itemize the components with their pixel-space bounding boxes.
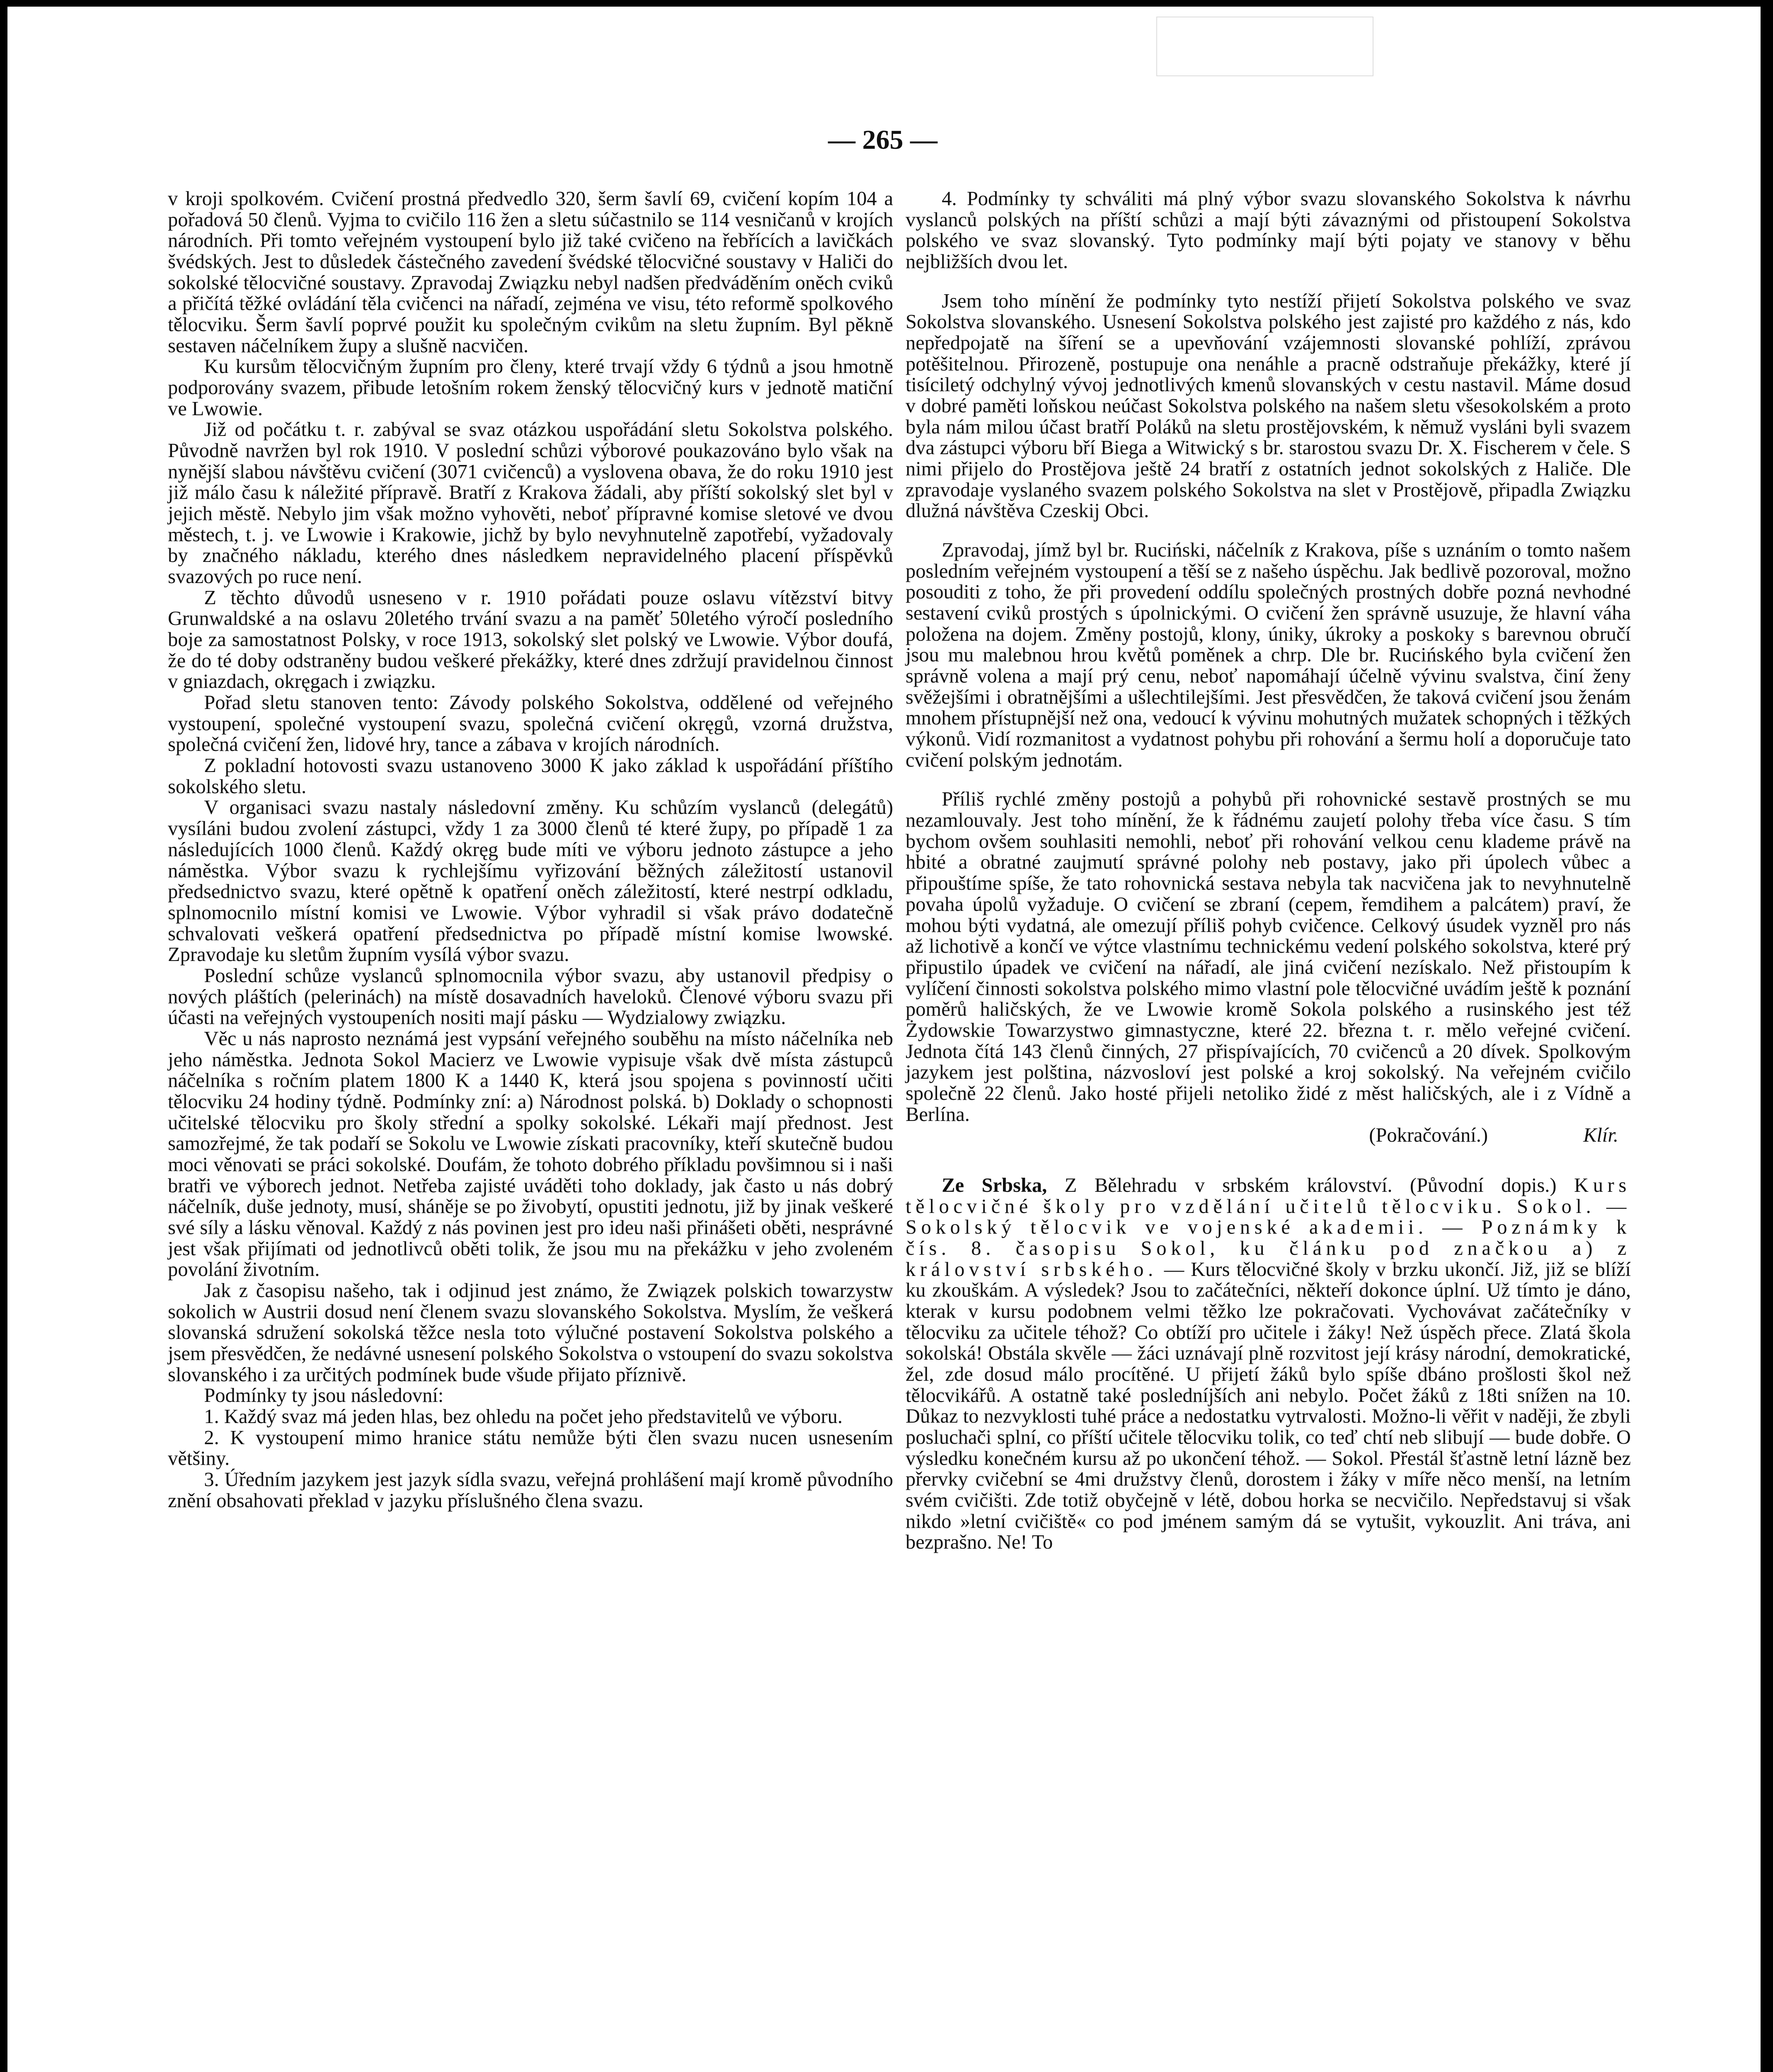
section-ze-srbska [906,1175,1631,1553]
scan-border-top [0,0,1773,7]
continuation-note: (Pokračování.) [1369,1124,1488,1147]
faint-bleed-through-mark [1156,17,1373,76]
section-topics: Kurs tělocvičné školy pro vzdělání učitelů tělocviku. Sokol. — Sokolský tělocvik ve vojenské akademii. — Poznámky k čís. 8. časopisu Sokol, ku článku pod značkou a) z království srbského. [906,1174,1631,1280]
paragraph: v kroji spolkovém. Cvičení prostná předvedlo 320, šerm šavlí 69, cvičení kopím 104 a pořadová 50 členů. Vyjma to cvičilo 116 žen a sletu súčastnilo se 114 vesničanů v krojích národních. Při tomto veřejném vystoupení bylo již také cvičeno na řebřících a lavičkách švédských. Jest to důsledek částečného zavedení švédské tělocvičné soustavy v Haliči do sokolské tělocvičné soustavy. Zpravodaj Związku nebyl nadšen předváděním oněch cviků a přičítá těžké ovládání těla cvičenci na nářadí, zejména ve visu, této reformě spolkového tělocviku. Šerm šavlí poprvé použit ku společným cvikům na sletu župním. Byl pěkně sestaven náčelníkem župy a slušně nacvičen. [168,188,893,357]
signature-line [906,1125,1631,1146]
section-heading: Ze Srbska, [942,1174,1047,1196]
section-intro: Z Bělehradu v srbském království. (Původní dopis.) [1047,1174,1574,1196]
page-number: — 265 — [828,125,937,155]
paragraph: Jsem toho mínění že podmínky tyto nestíží přijetí Sokolstva polského ve svaz Sokolstva slovanského. Usnesení Sokolstva polského jest zajisté pro každého z nás, kdo nepředpojatě na šíření se a upevňování vzájemnosti slovanské pohlíží, zprávou potěšitelnou. Přirozeně, postupuje ona nenáhle a pracně odstraňuje překážky, které jí tisíciletý odchylný vývoj jednotlivých kmenů slovanských v cestu nastavil. Máme dosud v dobré paměti loňskou neúčast Sokolstva polského na našem sletu všesokolském a proto byla nám milou účast bratří Poláků na sletu prostějovském, k němuž vysláni byli svazem dva zástupci výboru bří Biega a Witwický s br. starostou svazu Dr. X. Fischerem v čele. S nimi přijelo do Prostějova ještě 24 bratří z ostatních jednot sokolských z Haliče. Dle zpravodaje vyslaného svazem polského Sokolstva na slet v Prostějově, připadla Związku dlužná návštěva Czeskij Obci. [906,290,1631,522]
section-body: — Kurs tělocvičné školy v brzku ukončí. Již, již se blíží ku zkouškám. A výsledek? Jsou to začátečníci, někteří dokonce úplní. Už tímto je dáno, kterak v kursu podobnem velmi těžko lze pokračovati. Vychovávat začátečníky v tělocviku za učitele téhož? Co obtíží pro učitele i žáky! Než úspěch přece. Zlatá škola sokolská! Obstála skvěle — žáci uznávají plně rozvitost její krásy národní, demokratické, žel, zde dosud málo procítěné. U přijetí žáků bylo spíše dbáno prošlosti škol než tělocvikářů. A ostatně také posledníjších ani nebylo. Počet žáků z 18ti snížen na 10. Důkaz to nezvyklosti tuhé práce a nedostatku vytrvalosti. Možno-li věřit v naději, že zbyli posluchači splní, co příští učitele tělocviku tolik, co teď chtí neb slibují — bude dobře. O výsledku konečném kursu až po ukončení téhož. — Sokol. Přestál šťastně letní lázně bez přervky cvičební se 4mi družstvy členů, dorostem i žáky v míře něco menší, na letním svém cvičišti. Zde totiž obyčejně v létě, dobou horka se necvičilo. Nepředstavuj si však nikdo »letní cvičiště« co pod jménem samým dá se vytušit, vykouzlit. Ani tráva, ani bezprašno. Ne! To [906,1258,1631,1554]
left-column [168,189,893,1511]
paragraph: Příliš rychlé změny postojů a pohybů při rohovnické sestavě prostných se mu nezamlouvaly. Jest toho mínění, že k řádnému zaujetí polohy třeba více času. S tím bychom ovšem souhlasiti nemohli, neboť při rohování velkou cenu klademe právě na hbité a obratné zaujmutí správné polohy neb postavy, jako při úpolech vůbec a připouštíme spíše, že tato rohovnická sestava nebyla tak nacvičena jak to nevyhnutelně povaha úpolů vyžaduje. O cvičení se zbraní (cepem, řemdihem a palcátem) praví, že mohou býti vydatná, ale omezují příliš pohyb cvičence. Celkový úsudek vyzněl pro nás až lichotivě a končí ve výtce vlastnímu technickému vedení polského sokolstva, které prý připustilo úpadek ve cvičení na nářadí, ale jiná cvičení nezískalo. Než přistoupím k vylíčení činnosti sokolstva polského mimo vlastní pole tělocvičné uvádím ještě k poznání poměrů haličských, že ve Lwowie kromě Sokola polského a rusinského jest též Żydowskie Towarzystwo gimnastyczne, které 22. března t. r. mělo veřejné cvičení. Jednota čítá 143 členů činných, 27 přispívajících, 70 cvičenců a 20 dívek. Spolkovým jazykem jest polština, názvosloví jest polské a kroj sokolský. Na veřejném cvičilo společně 22 členů. Jako hosté přijeli netoliko židé z měst haličských, ale i z Vídně a Berlína. [906,788,1631,1126]
paragraph: Z těchto důvodů usneseno v r. 1910 pořádati pouze oslavu vítězství bitvy Grunwaldské a na oslavu 20letého trvání svazu a na paměť 50letého výročí posledního boje za samostatnost Polsky, v roce 1913, sokolský slet polský ve Lwowie. Výbor doufá, že do té doby odstraněny budou veškeré překážky, které dnes zdržují pravidelnou činnost v gniazdach, okręgach i związku. [168,586,893,693]
paragraph: Již od počátku t. r. zabýval se svaz otázkou uspořádání sletu Sokolstva polského. Původně navržen byl rok 1910. V poslední schůzi výborové poukazováno bylo však na nynější slabou návštěvu cvičení (3071 cvičenců) a vyslovena obava, že do roku 1910 jest již málo času k náležité přípravě. Bratří z Krakova žádali, aby příští sokolský slet byl v jejich městě. Nebylo jim však možno vyhověti, neboť přípravné komise sletové ve dvou městech, t. j. ve Lwowie i Krakowie, jichž by bylo nevyhnutelně zapotřebí, vyžadovaly by značného nákladu, kterého dnes následkem nepravidelného placení příspěvků svazových po ruce není. [168,419,893,588]
paragraph: Poslední schůze vyslanců splnomocnila výbor svazu, aby ustanovil předpisy o nových pláštích (pelerinách) na místě dosavadních haveloků. Členové výboru svazu při účasti na veřejných vystoupeních nositi mají pásku — Wydzialowy związku. [168,964,893,1029]
author-signature: Klír. [1583,1124,1618,1147]
paragraph: 3. Úředním jazykem jest jazyk sídla svazu, veřejná prohlášení mají kromě původního znění obsahovati překlad v jazyku příslušného člena svazu. [168,1468,893,1512]
paragraph: Ku kursům tělocvičným župním pro členy, které trvají vždy 6 týdnů a jsou hmotně podporovány svazem, přibude letošním rokem ženský tělocvičný kurs v jednotě matiční ve Lwowie. [168,356,893,420]
right-column [906,189,1631,1553]
paragraph: Podmínky ty jsou následovní: [204,1385,444,1407]
paragraph: Jak z časopisu našeho, tak i odjinud jest známo, že Związek polskich towarzystw sokolich w Austrii dosud není členem svazu slovanského Sokolstva. Myslím, že veškerá slovanská sdružení sokolská těžce nesla toto výlučné postavení Sokolstva polského a jsem přesvědčen, že nedávné usnesení polského Sokolstva o vstoupení do svazu sokolstva slovanského i za určitých podmínek bude všude přijato příznivě. [168,1279,893,1386]
paragraph: Pořad sletu stanoven tento: Závody polského Sokolstva, oddělené od veřejného vystoupení, společné vystoupení svazu, společná cvičení okręgů, vzorná družstva, společná cvičení žen, lidové hry, tance a zábava v krojích národních. [168,692,893,756]
paragraph: 2. K vystoupení mimo hranice státu nemůže býti člen svazu nucen usnesením většiny. [168,1426,893,1470]
paragraph: 1. Každý svaz má jeden hlas, bez ohledu na počet jeho představitelů ve výboru. [204,1405,843,1428]
paragraph: V organisaci svazu nastaly následovní změny. Ku schůzím vyslanců (delegátů) vysíláni budou zvolení zástupci, vždy 1 za 3000 členů té které župy, po případě 1 za následujících 1000 členů. Každý okręg bude míti ve výboru jednoto zástupce a jeho náměstka. Výbor svazu k rychlejšímu vyřizování běžných záležitostí ustanovil předsednictvo svazu, které opětně k opatření oněch záležitostí, které nestrpí odkladu, splnomocnilo místní komisi ve Lwowie. Výbor vyhradil si však právo dodatečně schvalovati veškerá opatření předsednictva po případě místní komise lwowské. Zpravodaje ku sletům župním vysílá výbor svazu. [168,796,893,966]
scan-border-left [0,0,7,2072]
scan-border-right [1761,0,1773,2072]
paragraph: Zpravodaj, jímž byl br. Ruciński, náčelník z Krakova, píše s uznáním o tomto našem posledním veřejném vystoupení a těší se z našeho úspěchu. Jak bedlivě pozoroval, možno posouditi z toho, že při provedení oddílu společných prostných dobře pozná nevhodné sestavení cviků prostých s úpolnickými. O cvičení žen správně usuzuje, že hlavní váha položena na dojem. Změny postojů, klony, úniky, úkroky a poskoky s barevnou obručí jsou mu malebnou hrou květů poměnek a chrp. Dle br. Rucińského byla cvičení žen správně volena a mají prý cenu, neboť napomáhají účelně vývinu svalstva, činí ženy svěžejšími i obratnějšími a ušlechtilejšími. Jest přesvědčen, že taková cvičení jsou ženám mnohem přístupnější než ona, vedoucí k vývinu mohutných mužatek schopných i těžkých výkonů. Vidí rozmanitost a vydatnost pohybu při rohování a šermu holí a doporučuje tato cvičení polským jednotám. [906,539,1631,771]
paragraph: Z pokladní hotovosti svazu ustanoveno 3000 K jako základ k uspořádání příštího sokolského sletu. [168,755,893,798]
paragraph: Věc u nás naprosto neznámá jest vypsání veřejného souběhu na místo náčelníka neb jeho náměstka. Jednota Sokol Macierz ve Lwowie vypisuje však dvě místa zástupců náčelníka s ročním platem 1800 K a 1440 K, která jsou spojena s povinností učiti tělocviku 24 hodiny týdně. Podmínky zní: a) Národnost polská. b) Doklady o schopnosti učitelské tělocviku pro školy střední a spolky sokolské. Lékaři mají přednost. Jest samozřejmé, že tak podaří se Sokolu ve Lwowie získati pracovníky, kteří skutečně budou moci věnovati se práci sokolské. Doufám, že tohoto dobrého příkladu povšimnou si i naši bratři ve výborech jednot. Netřeba zajisté uváděti toho doklady, jak často u nás dobrý náčelník, duše jednoty, musí, sháněje se po živobytí, opustiti jednotu, již by jinak veškeré své síly a lásku věnoval. Každý z nás povinen jest pro ideu naši přinášeti oběti, nesprávné jest však přijímati od jednotlivců oběti tolik, že jsou mu na překážku v jeho zvoleném povolání životním. [168,1027,893,1281]
paragraph: 4. Podmínky ty schváliti má plný výbor svazu slovanského Sokolstva k návrhu vyslanců polských na příští schůzi a mají býti závaznými od přistoupení Sokolstva polského ve svaz slovanský. Tyto podmínky mají býti pojaty ve stanovy v běhu nejbližších dvou let. [906,188,1631,273]
